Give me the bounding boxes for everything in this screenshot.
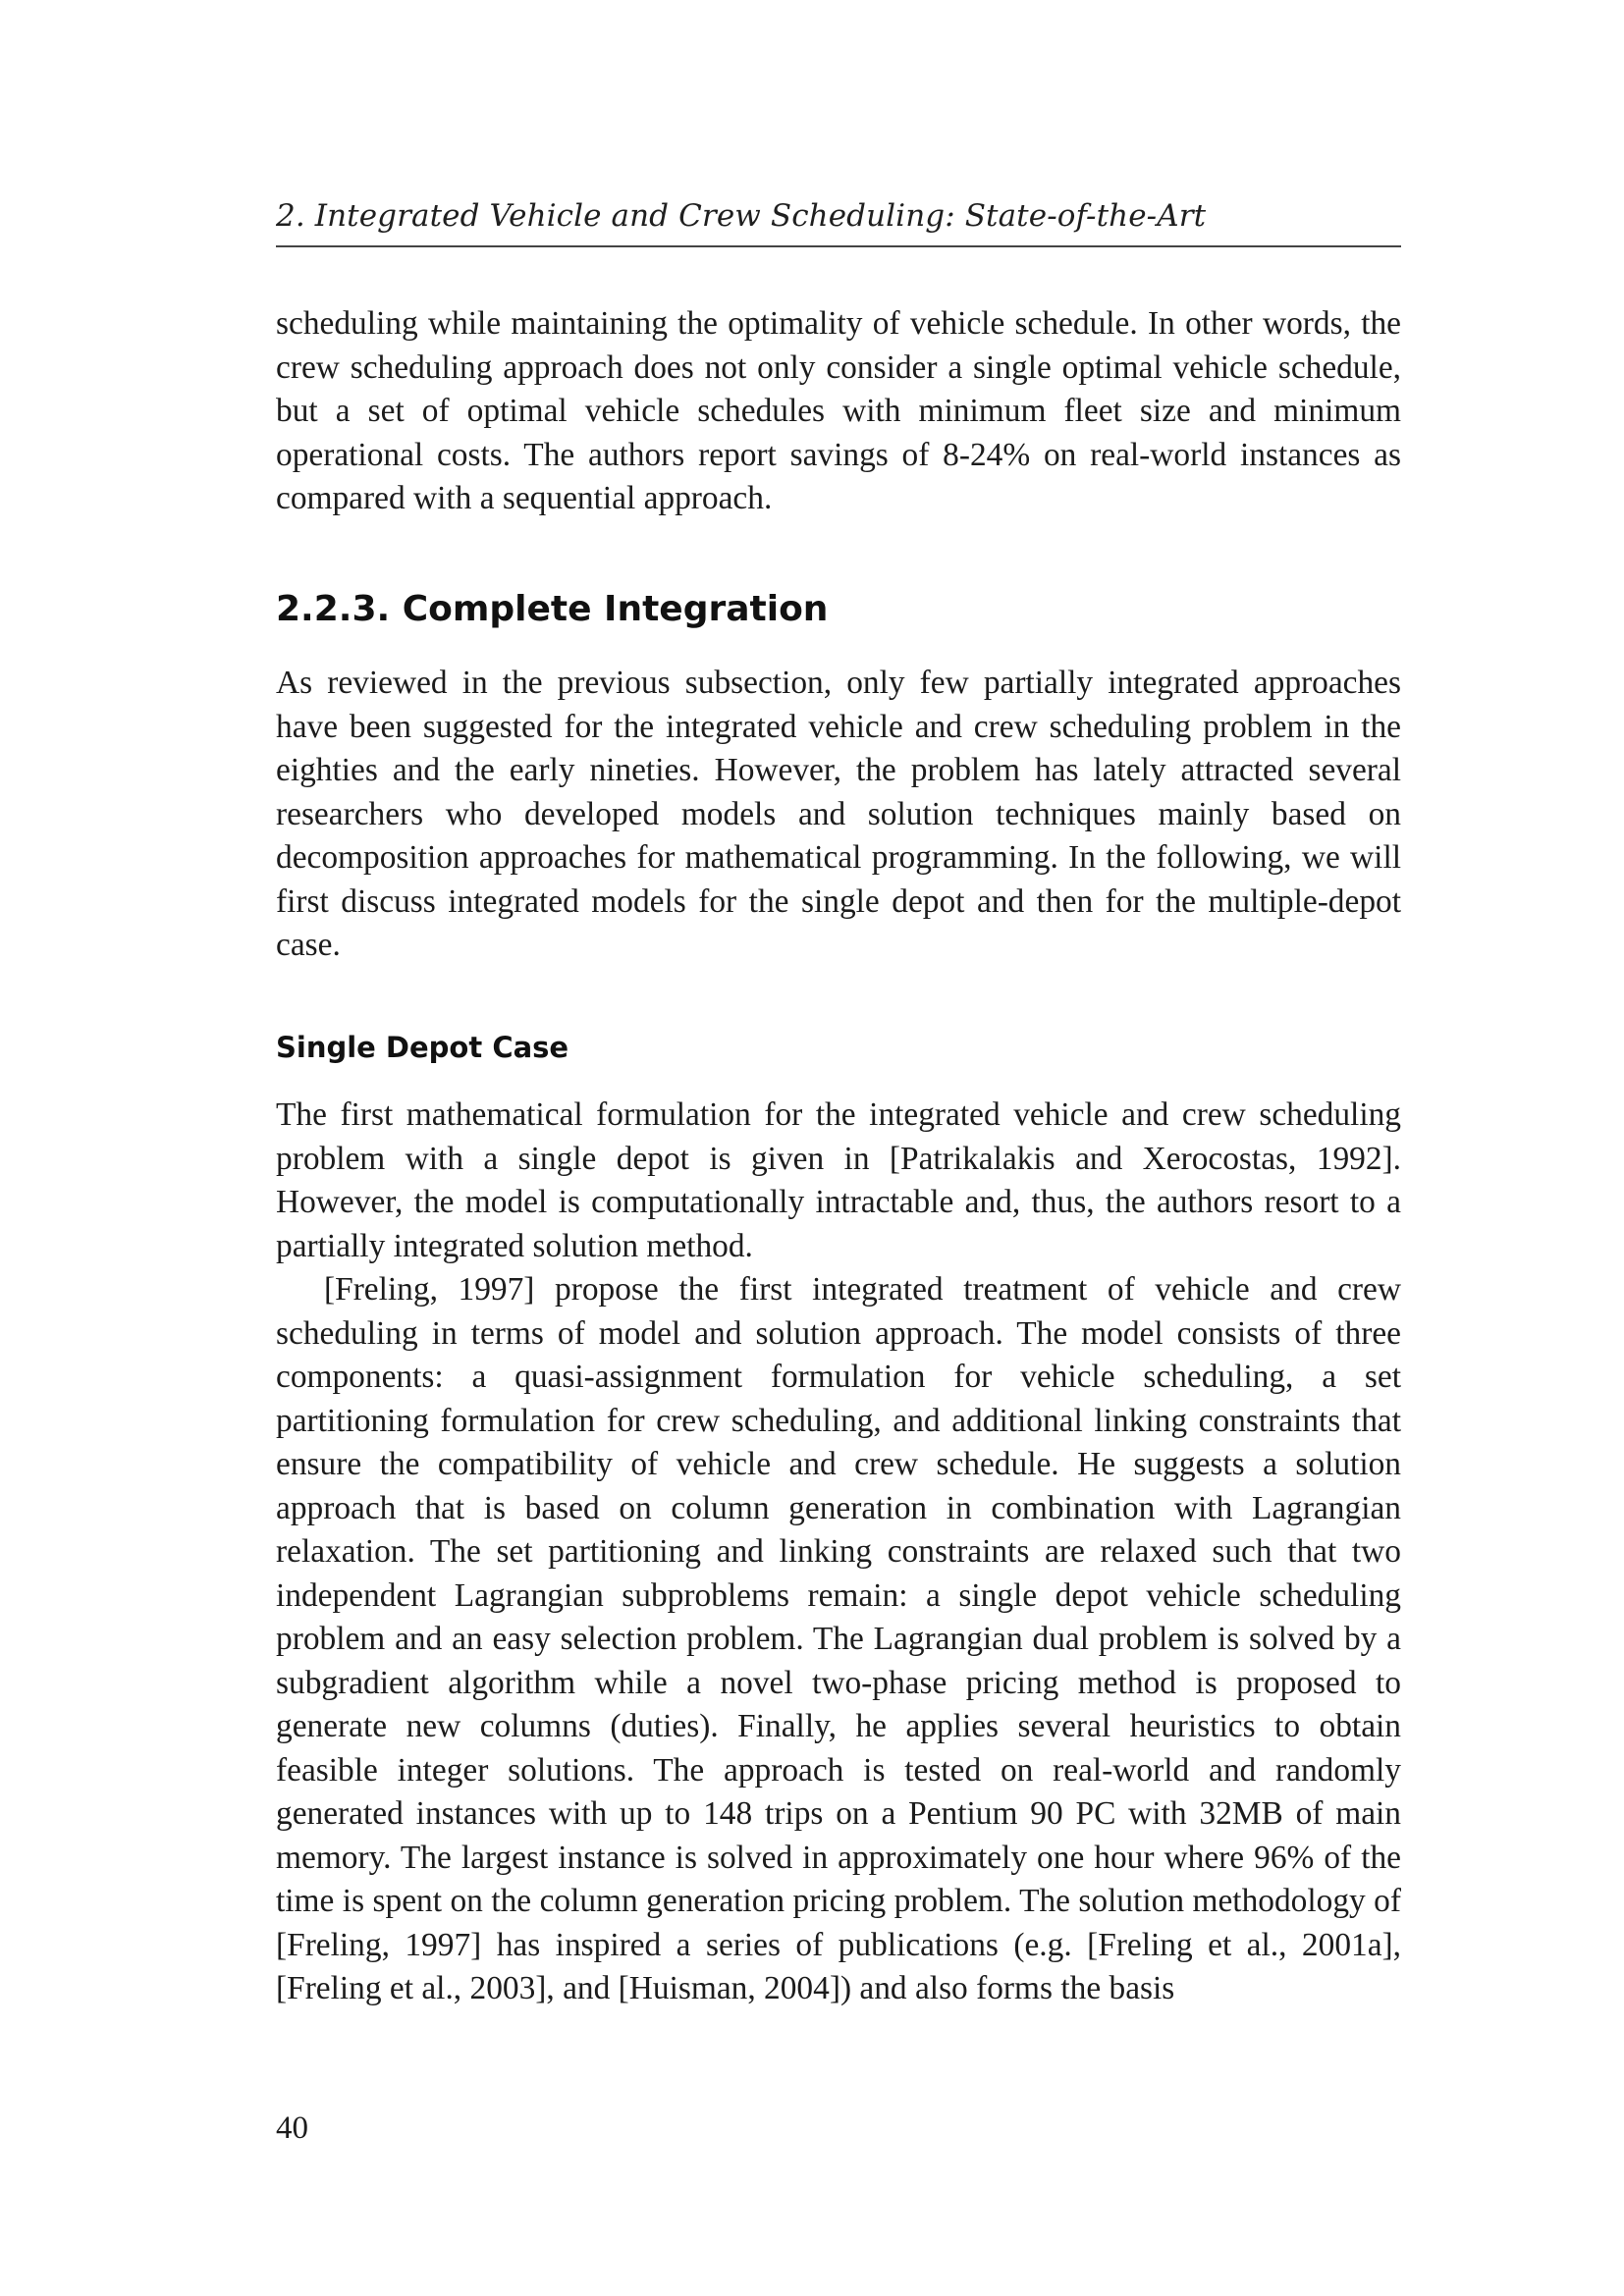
subsection-paragraph-1: The first mathematical formulation for the integrated vehicle and crew scheduling problem with a single depot is given in [Patrikalakis and Xerocostas, 1992]. However, the model is computationally intractable and, thus, the authors resort to a partially integrated solution method. — [276, 1096, 1401, 1264]
intro-paragraph: scheduling while maintaining the optimality of vehicle schedule. In other words, the crew scheduling approach does not only consider a single optimal vehicle schedule, but a set of optimal vehicle schedules with minimum fleet size and minimum operational costs. The authors report savings of 8-24% on real-world instances as compared with a sequential approach. — [276, 305, 1401, 516]
header-rule — [276, 245, 1401, 247]
section-heading: 2.2.3. Complete Integration — [276, 589, 829, 629]
running-header: 2. Integrated Vehicle and Crew Scheduling: State-of-the-Art — [276, 198, 1207, 234]
subsection-heading: Single Depot Case — [276, 1031, 569, 1064]
subsection-paragraph-2: [Freling, 1997] propose the first integrated treatment of vehicle and crew scheduling in terms of model and solution approach. The model consists of three components: a quasi-assignment formulation for vehicle scheduling, a set partitioning formulation for crew scheduling, and additional linking constraints that ensure the compatibility of vehicle and crew schedule. He suggests a solution approach that is based on column generation in combination with Lagrangian relaxation. The set partitioning and linking constraints are relaxed such that two independent Lagrangian subproblems remain: a single depot vehicle scheduling problem and an easy selection problem. The Lagrangian dual problem is solved by a subgradient algorithm while a novel two-phase pricing method is proposed to generate new columns (duties). Finally, he applies several heuristics to obtain feasible integer solutions. The approach is tested on real-world and randomly generated instances with up to 148 trips on a Pentium 90 PC with 32MB of main memory. The largest instance is solved in approximately one hour where 96% of the time is spent on the column generation pricing problem. The solution methodology of [Freling, 1997] has inspired a series of publications (e.g. [Freling et al., 2001a], [Freling et al., 2003], and [Huisman, 2004]) and also forms the basis — [276, 1271, 1401, 2006]
page-number: 40 — [276, 2110, 308, 2146]
section-paragraph: As reviewed in the previous subsection, only few partially integrated approaches have been suggested for the integrated vehicle and crew scheduling problem in the eighties and the early nineties. However, the problem has lately attracted several researchers who developed models and solution techniques mainly based on decomposition approaches for mathematical programming. In the following, we will first discuss integrated models for the single depot and then for the multiple-depot case. — [276, 665, 1401, 963]
